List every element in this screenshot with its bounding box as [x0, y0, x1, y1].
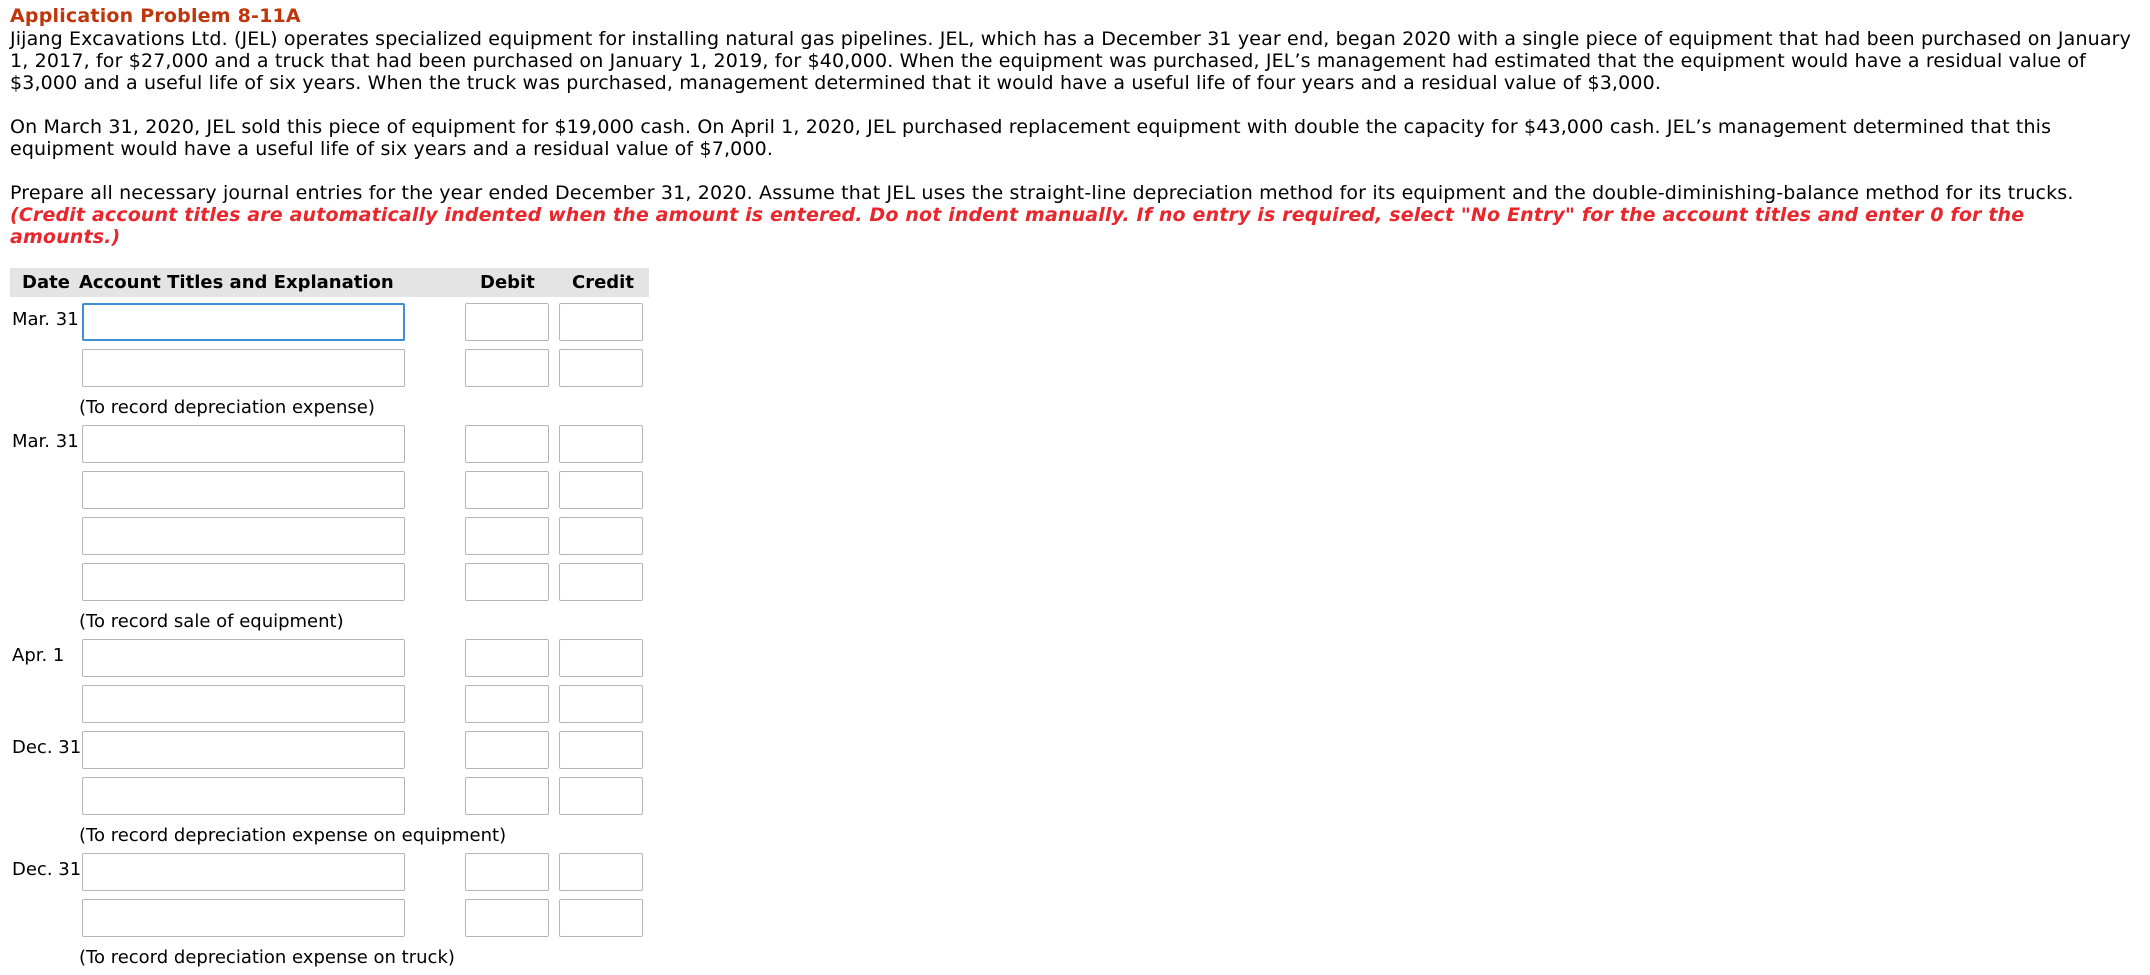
account-title-input[interactable] — [82, 731, 405, 769]
header-debit: Debit — [480, 272, 535, 293]
entry-note: (To record depreciation expense) — [79, 397, 375, 418]
account-title-input[interactable] — [82, 517, 405, 555]
credit-input[interactable] — [559, 349, 643, 387]
credit-input[interactable] — [559, 471, 643, 509]
journal-entry — [10, 303, 649, 425]
table-row — [10, 777, 649, 823]
table-row — [10, 349, 649, 395]
debit-input[interactable] — [465, 349, 549, 387]
problem-paragraph-2: On March 31, 2020, JEL sold this piece of equipment for $19,000 cash. On April 1, 2020, JEL purchased replacement equipment with double the capacity for $43,000 cash. JEL’s management determined that this equipment would have a useful life of six years and a residual value of $7,000. — [10, 116, 2052, 160]
instruction-note: (Credit account titles are automatically indented when the amount is entered. Do not indent manually. If no entry is required, select "No Entry" for the account titles and enter 0 for the amounts.) — [10, 204, 2025, 248]
journal-entry — [10, 731, 649, 853]
account-title-input[interactable] — [82, 639, 405, 677]
credit-input[interactable] — [559, 685, 643, 723]
problem-paragraph-3 — [10, 182, 2140, 248]
entry-date: Mar. 31 — [12, 309, 79, 330]
journal-entry — [10, 639, 649, 731]
debit-input[interactable] — [465, 563, 549, 601]
account-title-input[interactable] — [82, 303, 405, 341]
credit-input[interactable] — [559, 303, 643, 341]
debit-input[interactable] — [465, 777, 549, 815]
table-row — [10, 685, 649, 731]
entry-note-row — [10, 823, 649, 853]
debit-input[interactable] — [465, 425, 549, 463]
account-title-input[interactable] — [82, 899, 405, 937]
table-row — [10, 303, 649, 349]
entry-date: Mar. 31 — [12, 431, 79, 452]
entry-date: Dec. 31 — [12, 859, 82, 880]
entry-date: Dec. 31 — [12, 737, 82, 758]
entry-date: Apr. 1 — [12, 645, 65, 666]
entry-note-row — [10, 609, 649, 639]
entry-note-row — [10, 945, 649, 975]
table-row — [10, 563, 649, 609]
header-credit: Credit — [572, 272, 634, 293]
entry-note: (To record depreciation expense on equipment) — [79, 825, 507, 846]
debit-input[interactable] — [465, 853, 549, 891]
account-title-input[interactable] — [82, 685, 405, 723]
table-row — [10, 731, 649, 777]
debit-input[interactable] — [465, 731, 549, 769]
journal-table — [10, 268, 649, 975]
credit-input[interactable] — [559, 899, 643, 937]
credit-input[interactable] — [559, 517, 643, 555]
account-title-input[interactable] — [82, 853, 405, 891]
problem-paragraph-1: Jijang Excavations Ltd. (JEL) operates specialized equipment for installing natural gas pipelines. JEL, which has a December 31 year end, began 2020 with a single piece of equipment that had been purchased on January 1, 2017, for $27,000 and a truck that had been purchased on January 1, 2019, for $40,000. When the equipment was purchased, JEL’s management had estimated that the equipment would have a residual value of $3,000 and a useful life of six years. When the truck was purchased, management determined that it would have a useful life of four years and a residual value of $3,000. — [10, 28, 2132, 94]
table-row — [10, 853, 649, 899]
account-title-input[interactable] — [82, 563, 405, 601]
account-title-input[interactable] — [82, 349, 405, 387]
entry-note: (To record sale of equipment) — [79, 611, 344, 632]
account-title-input[interactable] — [82, 777, 405, 815]
credit-input[interactable] — [559, 563, 643, 601]
table-row — [10, 517, 649, 563]
table-row — [10, 471, 649, 517]
account-title-input[interactable] — [82, 425, 405, 463]
credit-input[interactable] — [559, 777, 643, 815]
account-title-input[interactable] — [82, 471, 405, 509]
journal-entry — [10, 853, 649, 975]
entry-note-row — [10, 395, 649, 425]
header-account: Account Titles and Explanation — [79, 272, 394, 293]
entry-note: (To record depreciation expense on truck) — [79, 947, 455, 968]
debit-input[interactable] — [465, 639, 549, 677]
credit-input[interactable] — [559, 639, 643, 677]
credit-input[interactable] — [559, 853, 643, 891]
table-row — [10, 425, 649, 471]
debit-input[interactable] — [465, 517, 549, 555]
debit-input[interactable] — [465, 685, 549, 723]
table-header — [10, 268, 649, 297]
table-row — [10, 639, 649, 685]
journal-entry — [10, 425, 649, 639]
header-date: Date — [22, 272, 70, 293]
debit-input[interactable] — [465, 899, 549, 937]
debit-input[interactable] — [465, 303, 549, 341]
credit-input[interactable] — [559, 731, 643, 769]
table-row — [10, 899, 649, 945]
credit-input[interactable] — [559, 425, 643, 463]
problem-instructions: Prepare all necessary journal entries for the year ended December 31, 2020. Assume that JEL uses the straight-line depreciation method for its equipment and the double-diminishing-balance method for its trucks. — [10, 182, 2074, 204]
problem-title: Application Problem 8-11A — [10, 5, 301, 27]
debit-input[interactable] — [465, 471, 549, 509]
